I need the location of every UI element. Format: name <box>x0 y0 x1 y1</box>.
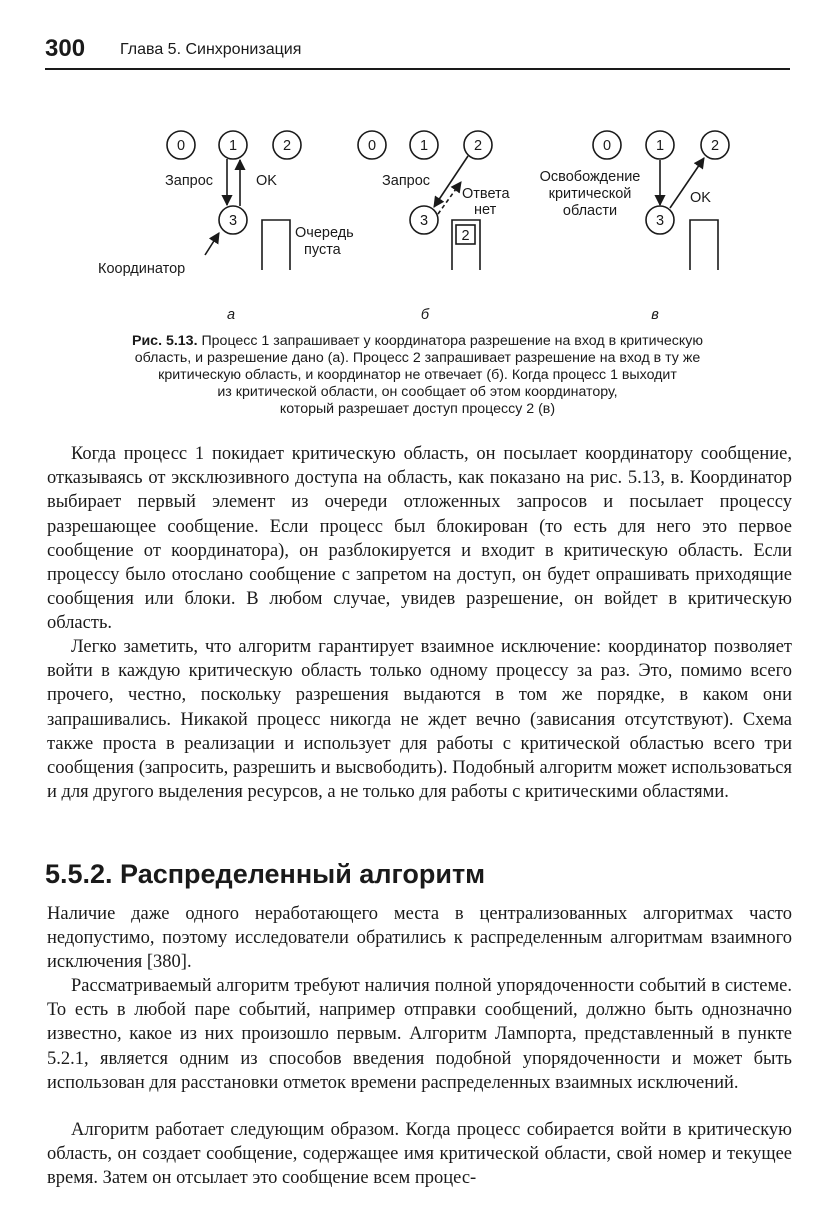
node-0-label: 0 <box>367 138 377 154</box>
caption-label: Рис. 5.13. <box>132 333 198 349</box>
caption-line: Процесс 1 запрашивает у координатора разрешение на вход в критическую <box>201 333 703 349</box>
body-paragraph: Наличие даже одного неработающего места в централизованных алгоритмах часто недопустимо, поэтому исследователи обратились к распределенным алгоритмам взаимного исключения [380]. <box>47 904 792 973</box>
page-number: 300 <box>45 35 86 62</box>
release-label-3: области <box>562 203 618 219</box>
request-label: Запрос <box>165 173 214 189</box>
ok-label: OK <box>256 173 277 189</box>
node-3-label: 3 <box>655 213 665 229</box>
node-0-label: 0 <box>602 138 612 154</box>
body-paragraph: Когда процесс 1 покидает критическую область, он посылает координатору сообщение, отказываясь от эксклюзивного доступа на область, как показано на рис. 5.13, в. Координатор выбирает первый элемент из очереди отложенных запросов и посылает процессу разрешающее сообщение. Если процесс был блокирован (то есть для него это первое сообщение от координатора), он разблокируется и входит в критическую область. Если процессу было отослано сообщение с запретом на доступ, он будет опрашивать приходящие сообщения или блоки. В любом случае, увидев разрешение, он войдет в критическую область. <box>47 444 792 634</box>
panel-b-label: б <box>420 307 430 323</box>
node-3-label: 3 <box>419 213 429 229</box>
caption-line: из критической области, он сообщает об этом координатору, <box>217 384 618 400</box>
no-reply-label-2: нет <box>474 202 497 218</box>
queued-process-label: 2 <box>461 228 470 244</box>
section-heading: 5.5.2. Распределенный алгоритм <box>45 859 486 889</box>
queue-empty-label-2: пуста <box>304 242 341 258</box>
body-paragraph: Алгоритм работает следующим образом. Когда процесс собирается войти в критическую область, он создает сообщение, содержащее имя критической области, свой номер и текущее время. Затем он отсылает это сообщение всем процес- <box>47 1120 792 1189</box>
caption-line: критическую область, и координатор не отвечает (б). Когда процесс 1 выходит <box>158 367 677 383</box>
caption-line: область, и разрешение дано (а). Процесс 2 запрашивает разрешение на вход в ту же <box>134 350 701 366</box>
queue-empty-label: Очередь <box>295 225 354 241</box>
node-2-label: 2 <box>710 138 720 154</box>
node-3-label: 3 <box>228 213 238 229</box>
caption-line: который разрешает доступ процессу 2 (в) <box>279 401 556 417</box>
node-2-label: 2 <box>473 138 483 154</box>
node-1-label: 1 <box>419 138 429 154</box>
node-0-label: 0 <box>176 138 186 154</box>
no-reply-label: Ответа <box>462 186 510 202</box>
ok-label: OK <box>690 190 711 206</box>
coordinator-pointer <box>205 233 219 255</box>
body-paragraph: Рассматриваемый алгоритм требуют наличия полной упорядоченности событий в системе. То есть в любой паре событий, например отправки сообщений, должно быть однозначно известно, какое из них произошло первым. Алгоритм Лампорта, представленный в пункте 5.2.1, является одним из способов введения подобной упорядоченности и может быть использован для расстановки отметок времени распределенных взаимных исключений. <box>47 976 792 1093</box>
figure-5-13 <box>0 110 833 325</box>
figure-caption <box>60 333 775 418</box>
no-reply-arrow <box>438 182 461 214</box>
panel-a-label: а <box>226 307 236 323</box>
running-header <box>45 34 790 70</box>
node-2-label: 2 <box>282 138 292 154</box>
panel-c-label: в <box>651 307 659 323</box>
queue-box <box>690 220 718 270</box>
queue-box <box>262 220 290 270</box>
request-label: Запрос <box>382 173 431 189</box>
body-paragraph: Легко заметить, что алгоритм гарантирует взаимное исключение: координатор позволяет войти в каждую критическую область только одному процессу за раз. Это, помимо всего прочего, честно, поскольку разрешения выдаются в том же порядке, в каком они запрашивались. Никакой процесс никогда не ждет вечно (зависания отсутствуют). Схема также проста в реализации и использует для работы с критической областью всего три сообщения (запросить, разрешить и высвободить). Подобный алгоритм может использоваться и для другого выделения ресурсов, а не только для работы с критическими областями. <box>47 637 792 803</box>
release-label-2: критической <box>548 186 632 202</box>
node-1-label: 1 <box>655 138 665 154</box>
node-1-label: 1 <box>228 138 238 154</box>
chapter-title: Глава 5. Синхронизация <box>120 41 302 58</box>
coordinator-label: Координатор <box>98 261 186 277</box>
release-label: Освобождение <box>539 169 641 185</box>
